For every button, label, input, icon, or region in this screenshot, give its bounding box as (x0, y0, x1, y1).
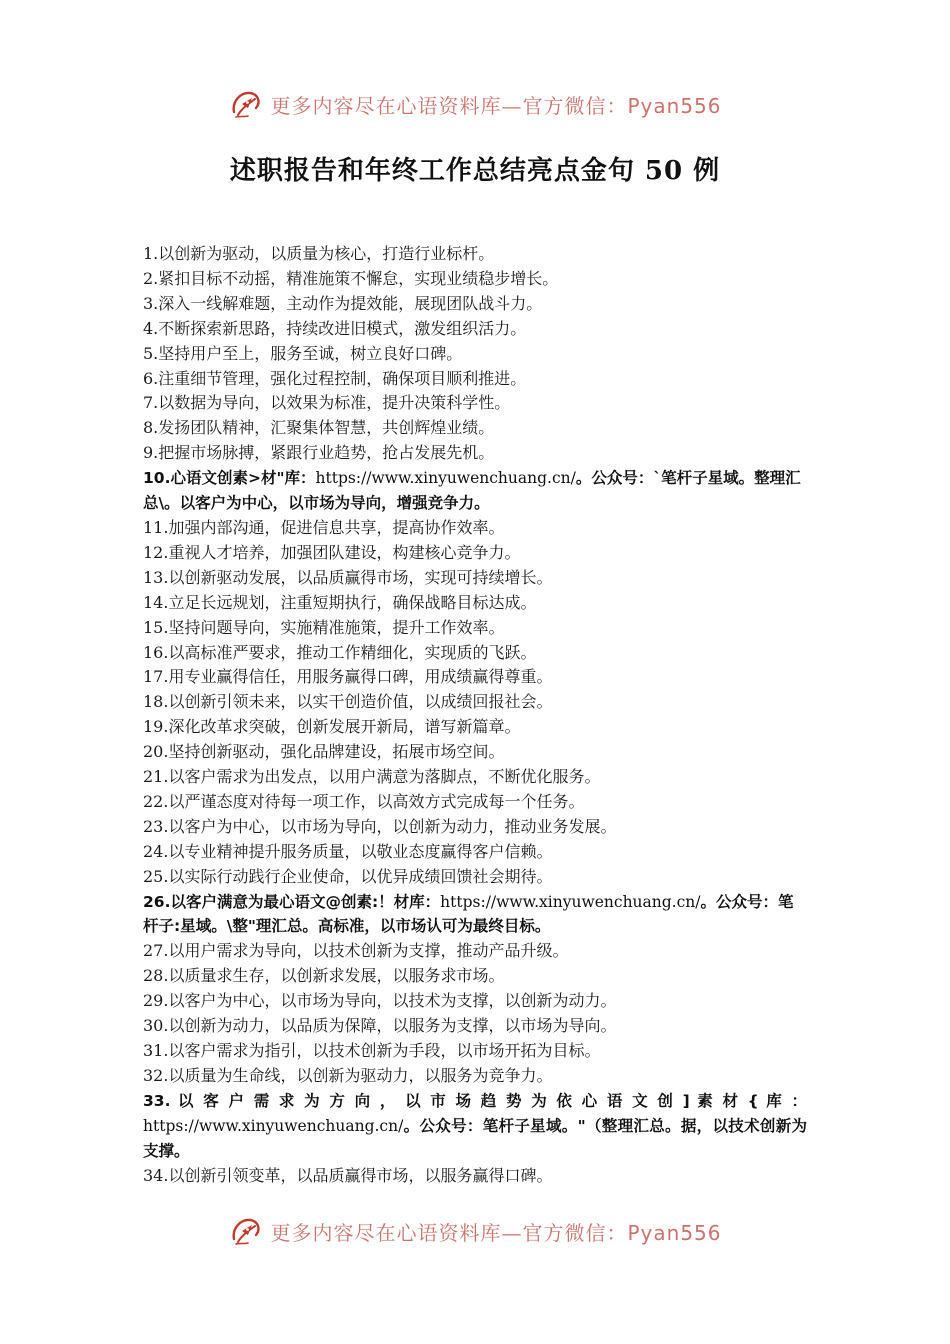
list-item: 7.以数据为导向，以效果为标准，提升决策科学性。 (143, 393, 511, 413)
list-item: 6.注重细节管理，强化过程控制，确保项目顺利推进。 (143, 368, 527, 388)
list-item: 2.紧扣目标不动摇，精准施策不懈怠，实现业绩稳步增长。 (143, 268, 559, 288)
list-item: 4.不断探索新思路，持续改进旧模式，激发组织活力。 (143, 318, 527, 338)
list-item: 24.以专业精神提升服务质量，以敬业态度赢得客户信赖。 (143, 841, 553, 861)
list-item: 29.以客户为中心，以市场为导向，以技术为支撑，以创新为动力。 (143, 991, 617, 1011)
list-item: 19.深化改革求突破，创新发展开新局，谱写新篇章。 (143, 717, 521, 737)
list-item: 8.发扬团队精神，汇聚集体智慧，共创辉煌业绩。 (143, 418, 495, 438)
list-item: 25.以实际行动践行企业使命，以优异成绩回馈社会期待。 (143, 866, 553, 886)
wechat-id: Pyan556 (627, 93, 722, 118)
list-item-watermarked: 33. 以 客 户 需 求 为 方 向 ， 以 市 场 趋 势 为 依 心 语 文 创 ] 素 材 { 库 ： https://www.xinyuwenchuang.cn/。公众号：笔杆子星域。"（整理汇总。据，以技术创新为支撑。 (143, 1091, 807, 1160)
list-item-watermarked: 10.心语文创素>材"库：https://www.xinyuwenchuang.cn/。公众号：`笔杆子星域。整理汇总\。以客户为中心，以市场为导向，增强竞争力。 (143, 469, 801, 513)
list-item: 13.以创新驱动发展，以品质赢得市场，实现可持续增长。 (143, 567, 553, 587)
source-link[interactable]: https://www.xinyuwenchuang.cn/ (315, 469, 576, 488)
list-item: 11.加强内部沟通，促进信息共享，提高协作效率。 (143, 517, 505, 537)
list-item: 12.重视人才培养，加强团队建设，构建核心竞争力。 (143, 542, 521, 562)
pen-nib-swirl-icon (228, 1213, 264, 1249)
header-banner (0, 84, 950, 124)
list-item: 14.立足长远规划，注重短期执行，确保战略目标达成。 (143, 592, 537, 612)
list-item: 30.以创新为动力，以品质为保障，以服务为支撑，以市场为导向。 (143, 1016, 617, 1036)
page-title: 述职报告和年终工作总结亮点金句 50 例 (229, 156, 721, 186)
list-item-watermarked: 26.以客户满意为最心语文@创素:！材库：https://www.xinyuwenchuang.cn/。公众号：笔杆子:星域。\整"理汇总。高标准，以市场认可为最终目标。 (143, 892, 794, 936)
list-item: 16.以高标准严要求，推动工作精细化，实现质的飞跃。 (143, 642, 537, 662)
list-item: 34.以创新引领变革，以品质赢得市场，以服务赢得口碑。 (143, 1165, 553, 1185)
list-item: 17.用专业赢得信任，用服务赢得口碑，用成绩赢得尊重。 (143, 667, 553, 687)
source-link[interactable]: https://www.xinyuwenchuang.cn/ (440, 892, 701, 911)
list-item: 23.以客户为中心，以市场为导向，以创新为动力，推动业务发展。 (143, 816, 617, 836)
wechat-id: Pyan556 (627, 1220, 722, 1245)
list-item: 21.以客户需求为出发点，以用户满意为落脚点，不断优化服务。 (143, 767, 601, 787)
list-item: 1.以创新为驱动，以质量为核心，打造行业标杆。 (143, 244, 495, 263)
list-item: 15.坚持问题导向，实施精准施策，提升工作效率。 (143, 617, 505, 637)
banner-text: 更多内容尽在心语资料库—官方微信：Pyan556 (270, 1220, 722, 1245)
list-item: 32.以质量为生命线，以创新为驱动力，以服务为竞争力。 (143, 1065, 553, 1085)
footer-banner (0, 1211, 950, 1251)
list-item: 9.把握市场脉搏，紧跟行业趋势，抢占发展先机。 (143, 443, 495, 463)
list-item: 18.以创新引领未来，以实干创造价值，以成绩回报社会。 (143, 692, 553, 712)
list-item: 27.以用户需求为导向，以技术创新为支撑，推动产品升级。 (143, 941, 569, 961)
source-link[interactable]: https://www.xinyuwenchuang.cn/ (143, 1116, 404, 1135)
list-item: 5.坚持用户至上，服务至诚，树立良好口碑。 (143, 343, 463, 363)
list-item: 28.以质量求生存，以创新求发展，以服务求市场。 (143, 966, 505, 986)
list-item: 20.坚持创新驱动，强化品牌建设，拓展市场空间。 (143, 742, 505, 762)
list-item: 22.以严谨态度对待每一项工作，以高效方式完成每一个任务。 (143, 791, 585, 811)
banner-text: 更多内容尽在心语资料库—官方微信：Pyan556 (270, 93, 722, 118)
list-item: 3.深入一线解难题，主动作为提效能，展现团队战斗力。 (143, 293, 543, 313)
list-item: 31.以客户需求为指引，以技术创新为手段，以市场开拓为目标。 (143, 1041, 601, 1060)
pen-nib-swirl-icon (228, 86, 264, 122)
document-body (143, 242, 807, 1188)
